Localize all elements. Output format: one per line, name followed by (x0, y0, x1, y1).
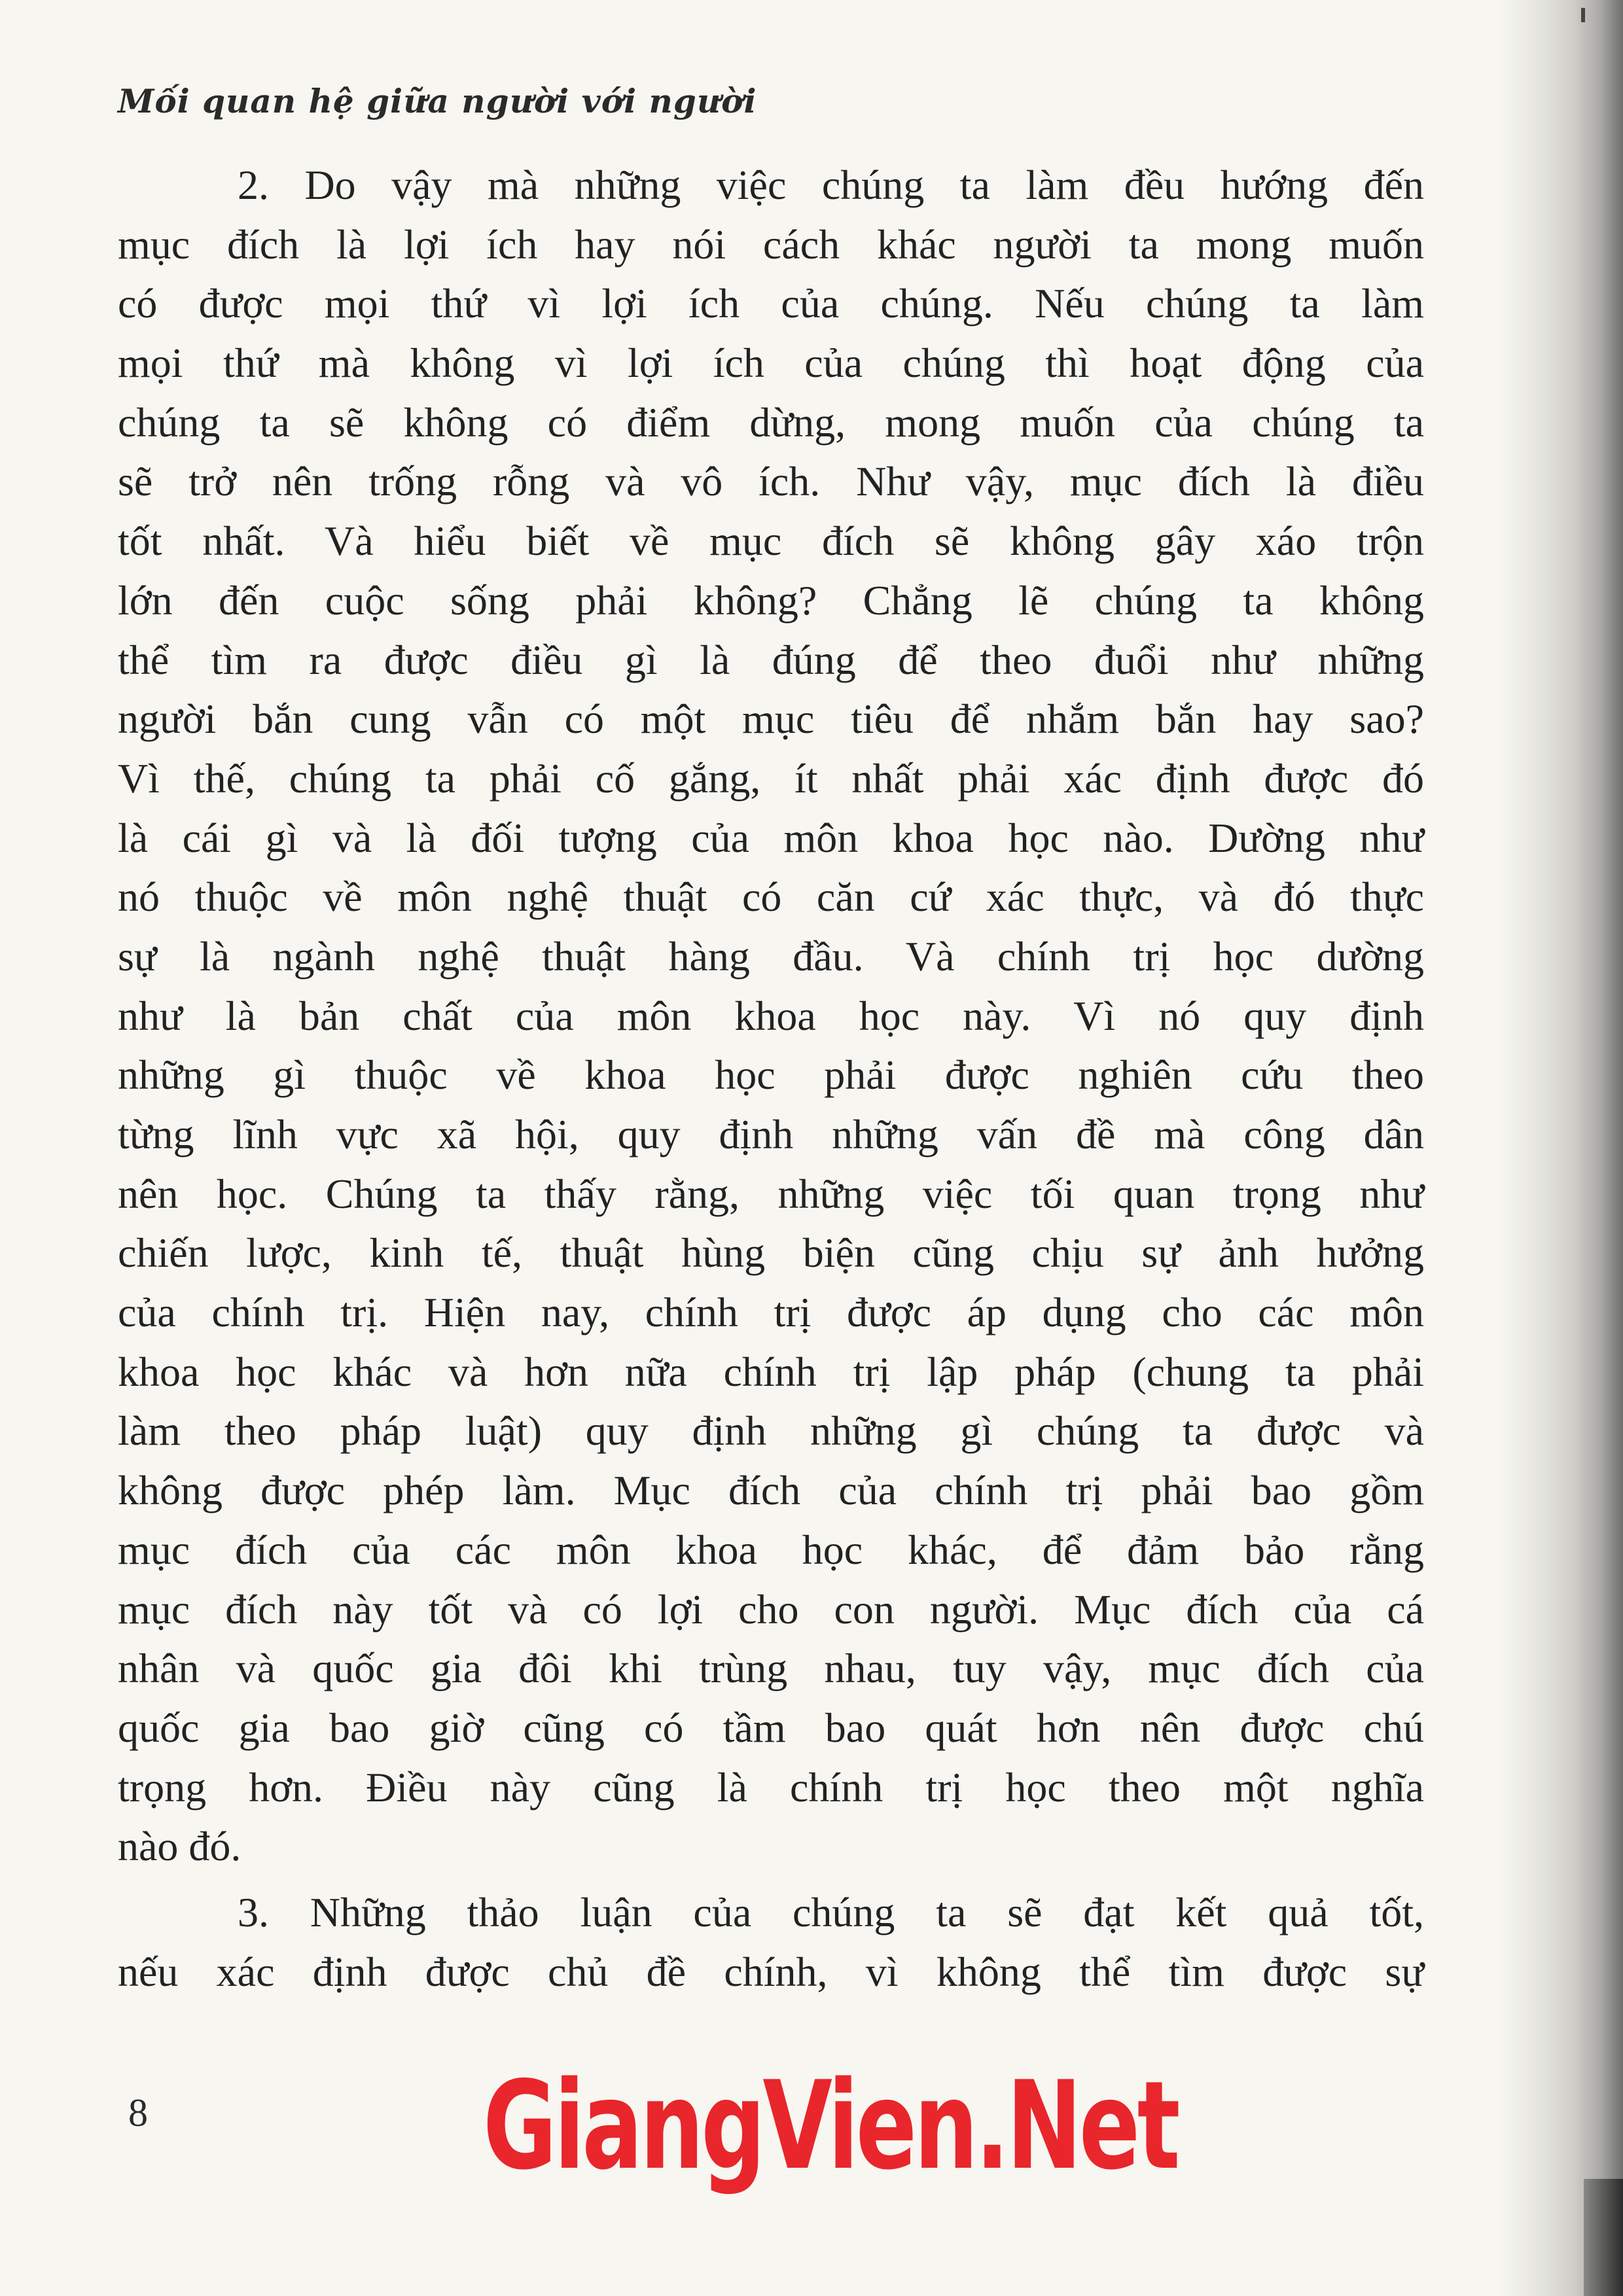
corner-mark (1581, 8, 1585, 22)
text-line: nó thuộc về môn nghệ thuật có căn cứ xác thực, và đó thực (118, 874, 1424, 921)
text-line: người bắn cung vẫn có một mục tiêu để nhắm bắn hay sao? (118, 696, 1424, 743)
text-line: làm theo pháp luật) quy định những gì chúng ta được và (118, 1407, 1424, 1455)
text-line: những gì thuộc về khoa học phải được nghiên cứu theo (118, 1051, 1424, 1099)
page-edge-dark (1584, 2179, 1623, 2296)
text-line: nếu xác định được chủ đề chính, vì không thể tìm được sự (118, 1948, 1424, 1995)
page-number: 8 (128, 2091, 148, 2134)
text-line: Vì thế, chúng ta phải cố gắng, ít nhất phải xác định được đó (118, 754, 1424, 802)
text-line: tốt nhất. Và hiểu biết về mục đích sẽ không gây xáo trộn (118, 518, 1424, 565)
text-line: 3. Những thảo luận của chúng ta sẽ đạt kết quả tốt, (238, 1888, 1424, 1935)
text-line: 2. Do vậy mà những việc chúng ta làm đều hướng đến (238, 162, 1424, 208)
text-line: không được phép làm. Mục đích của chính trị phải bao gồm (118, 1467, 1424, 1514)
text-line: mục đích của các môn khoa học khác, để đảm bảo rằng (118, 1526, 1424, 1573)
text-line: trọng hơn. Điều này cũng là chính trị học theo một nghĩa (118, 1763, 1424, 1810)
running-head: Mối quan hệ giữa người với người (118, 82, 757, 120)
page-edge-shadow (1499, 0, 1623, 2296)
text-line: như là bản chất của môn khoa học này. Vì nó quy định (118, 992, 1424, 1039)
paragraph-3 (118, 1883, 1424, 2002)
text-line: của chính trị. Hiện nay, chính trị được áp dụng cho các môn (118, 1289, 1424, 1336)
text-line: sẽ trở nên trống rỗng và vô ích. Như vậy, mục đích là điều (118, 458, 1424, 505)
text-line: từng lĩnh vực xã hội, quy định những vấn đề mà công dân (118, 1111, 1424, 1157)
watermark-logo: GiangVien.Net (483, 2055, 1178, 2197)
text-line: nào đó. (118, 1823, 241, 1870)
text-line: mọi thứ mà không vì lợi ích của chúng thì hoạt động của (118, 340, 1424, 387)
text-line: nên học. Chúng ta thấy rằng, những việc tối quan trọng như (118, 1170, 1424, 1217)
text-line: mục đích là lợi ích hay nói cách khác người ta mong muốn (118, 221, 1424, 268)
text-line: khoa học khác và hơn nữa chính trị lập pháp (chung ta phải (118, 1348, 1424, 1395)
text-line: là cái gì và là đối tượng của môn khoa học nào. Dường như (118, 814, 1424, 861)
text-line: mục đích này tốt và có lợi cho con người. Mục đích của cá (118, 1585, 1424, 1633)
text-line: nhân và quốc gia đôi khi trùng nhau, tuy vậy, mục đích của (118, 1645, 1424, 1692)
paragraph-2 (118, 156, 1424, 1877)
text-line: lớn đến cuộc sống phải không? Chẳng lẽ chúng ta không (118, 576, 1424, 624)
paragraph-gap (118, 1877, 1424, 1883)
text-line: có được mọi thứ vì lợi ích của chúng. Nếu chúng ta làm (118, 280, 1424, 327)
text-line: sự là ngành nghệ thuật hàng đầu. Và chính trị học dường (118, 932, 1424, 980)
body-text (118, 156, 1424, 2002)
text-line: chúng ta sẽ không có điểm dừng, mong muốn của chúng ta (118, 398, 1424, 446)
text-line: quốc gia bao giờ cũng có tầm bao quát hơn nên được chú (118, 1704, 1424, 1751)
text-line: thể tìm ra được điều gì là đúng để theo đuổi như những (118, 636, 1424, 683)
text-line: chiến lược, kinh tế, thuật hùng biện cũng chịu sự ảnh hưởng (118, 1229, 1424, 1277)
